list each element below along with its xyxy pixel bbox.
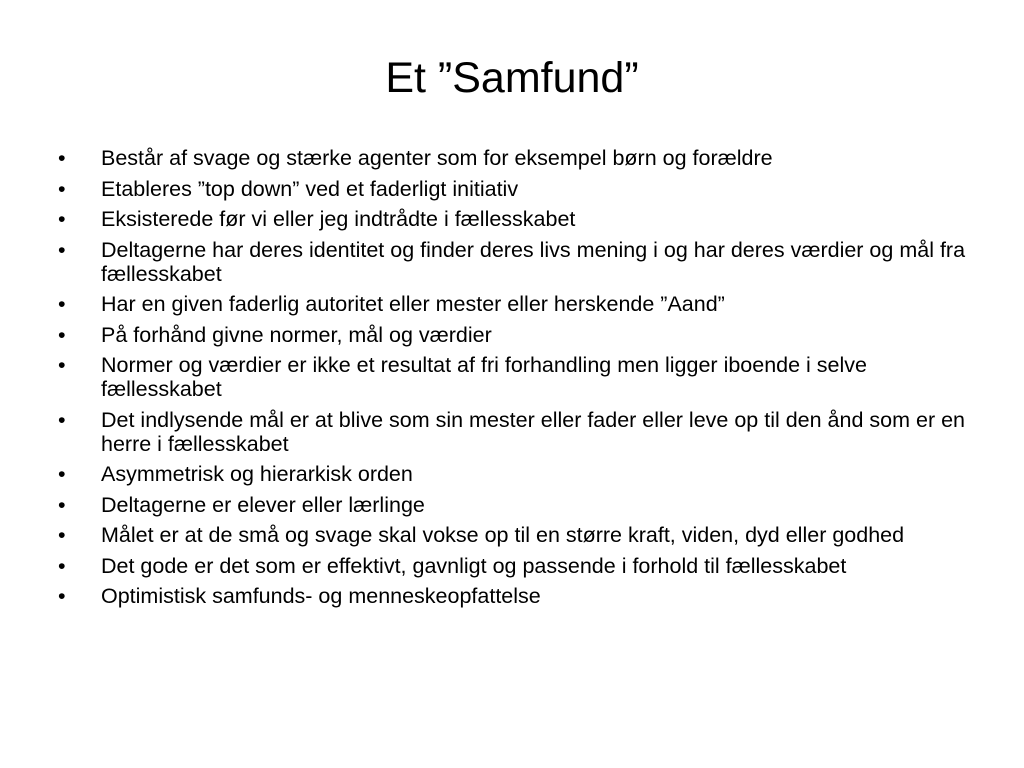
bullet-item: [58, 292, 973, 316]
bullet-text: Eksisterede før vi eller jeg indtrådte i fællesskabet: [101, 207, 576, 231]
bullet-marker: •: [58, 584, 66, 608]
bullet-text: Optimistisk samfunds- og menneskeopfattelse: [101, 584, 541, 608]
bullet-item: [58, 323, 973, 347]
bullet-item: [58, 462, 973, 486]
bullet-marker: •: [58, 353, 66, 377]
bullet-item: [58, 493, 973, 517]
bullet-marker: •: [58, 407, 66, 432]
bullet-list: [58, 146, 973, 615]
bullet-item: [58, 408, 973, 456]
bullet-item: [58, 207, 973, 231]
bullet-item: [58, 554, 973, 578]
bullet-text: Målet er at de små og svage skal vokse op til en større kraft, viden, dyd eller godhed: [101, 523, 905, 547]
bullet-text: Det indlysende mål er at blive som sin mester eller fader eller leve op til den ånd som er en herre i fællesskabet: [101, 407, 965, 456]
bullet-item: [58, 177, 973, 201]
bullet-text: Deltagerne har deres identitet og finder deres livs mening i og har deres værdier og mål fra fællesskabet: [101, 237, 966, 286]
bullet-text: Består af svage og stærke agenter som for eksempel børn og forældre: [101, 146, 773, 170]
bullet-item: [58, 523, 973, 547]
bullet-marker: •: [58, 146, 66, 170]
bullet-marker: •: [58, 292, 66, 316]
slide-title: Et ”Samfund”: [385, 54, 639, 102]
bullet-marker: •: [58, 553, 66, 578]
bullet-text: Har en given faderlig autoritet eller mester eller herskende ”Aand”: [101, 292, 725, 316]
bullet-item: [58, 146, 973, 170]
bullet-marker: •: [58, 207, 66, 231]
bullet-text: Normer og værdier er ikke et resultat af fri forhandling men ligger iboende i selve fællesskabet: [101, 353, 868, 401]
bullet-text: Etableres ”top down” ved et faderligt initiativ: [101, 176, 519, 201]
bullet-item: [58, 584, 973, 608]
bullet-text: På forhånd givne normer, mål og værdier: [101, 322, 492, 347]
bullet-text: Det gode er det som er effektivt, gavnligt og passende i forhold til fællesskabet: [101, 553, 847, 578]
bullet-item: [58, 238, 973, 286]
bullet-marker: •: [58, 462, 66, 486]
bullet-marker: •: [58, 237, 66, 262]
bullet-marker: •: [58, 492, 66, 517]
bullet-item: [58, 353, 973, 401]
bullet-marker: •: [58, 322, 66, 347]
bullet-marker: •: [58, 176, 66, 201]
bullet-text: Deltagerne er elever eller lærlinge: [101, 492, 425, 517]
bullet-text: Asymmetrisk og hierarkisk orden: [101, 462, 413, 486]
bullet-marker: •: [58, 523, 66, 547]
